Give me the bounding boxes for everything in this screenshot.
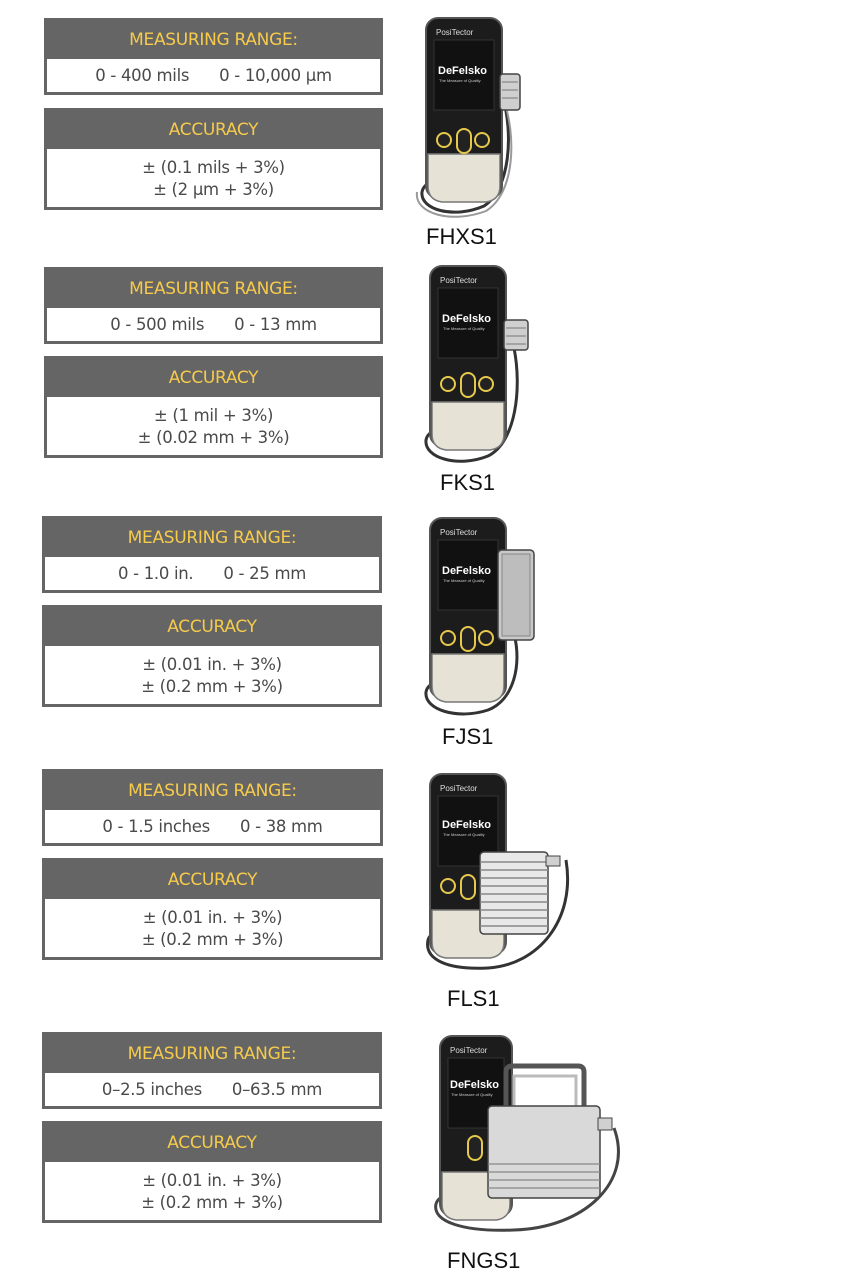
device-brand-text: PosiTector [436,28,474,37]
measuring-range-box [42,769,383,846]
accuracy-title: ACCURACY [45,1124,379,1162]
range-metric: 0 - 25 mm [223,564,307,583]
device-tagline-text: The Measure of Quality [443,578,485,583]
accuracy-metric: ± (0.2 mm + 3%) [141,929,284,949]
accuracy-box [42,605,382,707]
accuracy-metric: ± (0.2 mm + 3%) [141,1192,283,1212]
accuracy-imperial: ± (1 mil + 3%) [153,405,274,425]
accuracy-imperial: ± (0.01 in. + 3%) [142,907,283,927]
measuring-range-box [42,1032,382,1109]
measuring-range-title: MEASURING RANGE: [45,772,380,810]
accuracy-metric: ± (0.02 mm + 3%) [137,427,290,447]
device-logo-text: DeFelsko [442,819,491,831]
device-tagline-text: The Measure of Quality [443,832,485,837]
device-logo-text: DeFelsko [438,65,487,77]
model-name: FHXS1 [426,224,497,249]
measuring-range-title: MEASURING RANGE: [47,270,380,308]
accuracy-title: ACCURACY [47,111,380,149]
accuracy-title: ACCURACY [45,861,380,899]
device-tagline-text: The Measure of Quality [443,326,485,331]
model-name: FNGS1 [447,1248,521,1273]
range-metric: 0–63.5 mm [231,1080,323,1099]
accuracy-box [44,356,383,458]
accuracy-imperial: ± (0.01 in. + 3%) [142,1170,282,1190]
device-logo-text: DeFelsko [442,565,491,577]
accuracy-metric: ± (0.2 mm + 3%) [141,676,283,696]
device-tagline-text: The Measure of Quality [439,78,481,83]
range-metric: 0 - 13 mm [234,315,317,334]
gauge-device-icon [418,262,548,467]
range-imperial: 0–2.5 inches [101,1080,202,1099]
accuracy-imperial: ± (0.1 mils + 3%) [142,157,285,177]
accuracy-imperial: ± (0.01 in. + 3%) [142,654,282,674]
gauge-device-icon [418,770,578,975]
device-logo-text: DeFelsko [450,1079,499,1091]
device-brand-text: PosiTector [440,528,478,537]
accuracy-title: ACCURACY [47,359,380,397]
device-brand-text: PosiTector [450,1046,488,1055]
accuracy-title: ACCURACY [45,608,379,646]
measuring-range-title: MEASURING RANGE: [45,519,379,557]
measuring-range-title: MEASURING RANGE: [45,1035,379,1073]
gauge-device-icon [418,514,548,719]
range-metric: 0 - 38 mm [239,817,323,836]
model-name: FJS1 [442,724,494,749]
accuracy-box [44,108,383,210]
device-logo-text: DeFelsko [442,313,491,325]
range-metric: 0 - 10,000 µm [219,66,332,85]
measuring-range-title: MEASURING RANGE: [47,21,380,59]
gauge-device-icon [424,1032,634,1237]
device-brand-text: PosiTector [440,276,478,285]
accuracy-metric: ± (2 µm + 3%) [153,179,274,199]
range-imperial: 0 - 500 mils [110,315,205,334]
measuring-range-box [42,516,382,593]
accuracy-box [42,858,383,960]
range-imperial: 0 - 400 mils [95,66,190,85]
model-name: FLS1 [447,986,500,1011]
accuracy-box [42,1121,382,1223]
gauge-device-icon [414,14,544,219]
model-name: FKS1 [440,470,496,495]
measuring-range-box [44,267,383,344]
device-brand-text: PosiTector [440,784,478,793]
range-imperial: 0 - 1.5 inches [102,817,210,836]
measuring-range-box [44,18,383,95]
device-tagline-text: The Measure of Quality [451,1092,493,1097]
range-imperial: 0 - 1.0 in. [117,564,194,583]
